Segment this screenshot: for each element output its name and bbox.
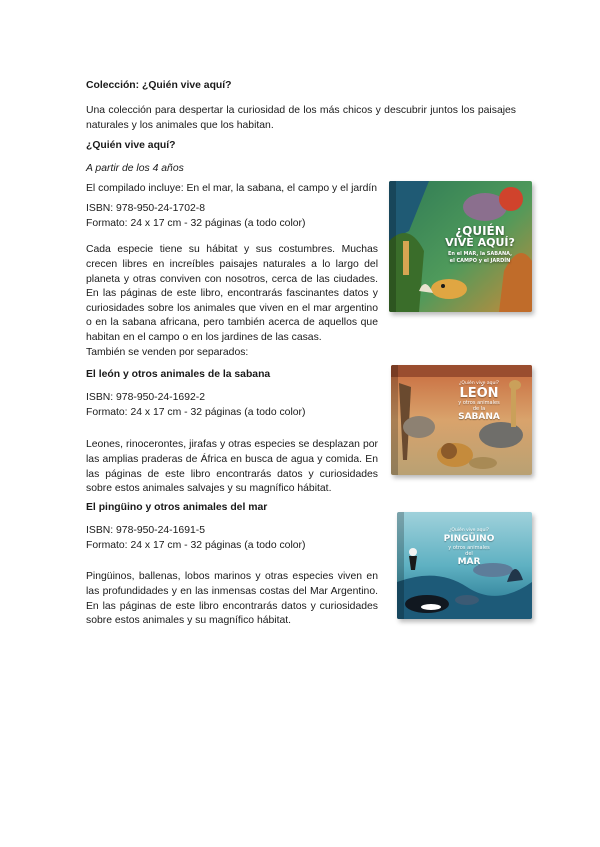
lion-cover-big: LEÓN [459,386,499,401]
main-book-includes: El compilado incluye: En el mar, la sabana, el campo y el jardín [86,183,378,195]
main-cover-title-line1: ¿QUIÉN [455,224,505,238]
separately-label: También se venden por separados: [86,347,249,359]
book-lion-cover-image [391,365,532,475]
book-lion-description: Leones, rinocerontes, jirafas y otras especies se desplazan por las amplias praderas de África en busca de agua y comida. En las páginas de este libro encontrarás datos y curiosidades sobre estos animales salvajes y su magnífico hábitat. [86,439,378,495]
book-penguin-format: Formato: 24 x 17 cm - 32 páginas (a todo color) [86,540,306,552]
penguin-cover-line-b: del [465,551,473,557]
collection-intro: Una colección para despertar la curiosidad de los más chicos y descubrir juntos los paisajes naturales y los animales que los habitan. [86,105,516,131]
book-lion-title: El león y otros animales de la sabana [86,369,271,381]
book-penguin-isbn: ISBN: 978-950-24-1691-5 [86,525,205,537]
lion-cover-title [439,381,519,422]
book-lion-isbn: ISBN: 978-950-24-1692-2 [86,392,205,404]
penguin-cover-big2: MAR [457,557,481,567]
main-cover-title [433,225,527,265]
main-book-format: Formato: 24 x 17 cm - 32 páginas (a todo color) [86,218,306,230]
main-book-cover-image [389,181,532,312]
penguin-cover-badge: ¿Quién vive aquí? [449,528,489,533]
lion-cover-big2: SABANA [458,412,500,422]
book-lion-format: Formato: 24 x 17 cm - 32 páginas (a todo color) [86,407,306,419]
book-penguin-title: El pingüino y otros animales del mar [86,502,268,514]
penguin-cover-big: PINGÜINO [443,534,495,544]
main-book-description: Cada especie tiene su hábitat y sus costumbres. Muchas crecen libres en increíbles paisajes naturales a lo largo del planeta y otras conviven con nosotros, cerca de las ciudades. En las páginas de este libro, encontrarás fascinantes datos y curiosidades sobre los animales que viven en el mar argentino o en la sabana africana, pero también acerca de aquellos que habitan en el campo o en los jardines de las casas. [86,244,378,343]
main-book-isbn: ISBN: 978-950-24-1702-8 [86,203,205,215]
main-cover-title-line2: VIVE AQUÍ? [445,236,515,249]
lion-cover-badge: ¿Quién vive aquí? [459,381,499,386]
lion-cover-line-a: y otros animales [458,400,500,406]
lion-cover-line-b: de la [472,406,486,412]
penguin-cover-line-a: y otros animales [448,545,490,551]
main-book-title: ¿Quién vive aquí? [86,140,176,152]
book-penguin-description: Pingüinos, ballenas, lobos marinos y otras especies viven en las profundidades y en las inmensas costas del Mar Argentino. En las páginas de este libro encontrarás datos y curiosidades sobre estos animales y su magnífico hábitat. [86,571,378,627]
main-cover-subtitle-line2: el CAMPO y el JARDÍN [449,258,511,264]
book-penguin-cover-image [397,512,532,619]
main-cover-subtitle-line1: En el MAR, la SABANA, [447,251,513,257]
collection-heading: Colección: ¿Quién vive aquí? [86,80,232,92]
penguin-cover-title [433,528,505,567]
main-book-age: A partir de los 4 años [86,163,184,175]
